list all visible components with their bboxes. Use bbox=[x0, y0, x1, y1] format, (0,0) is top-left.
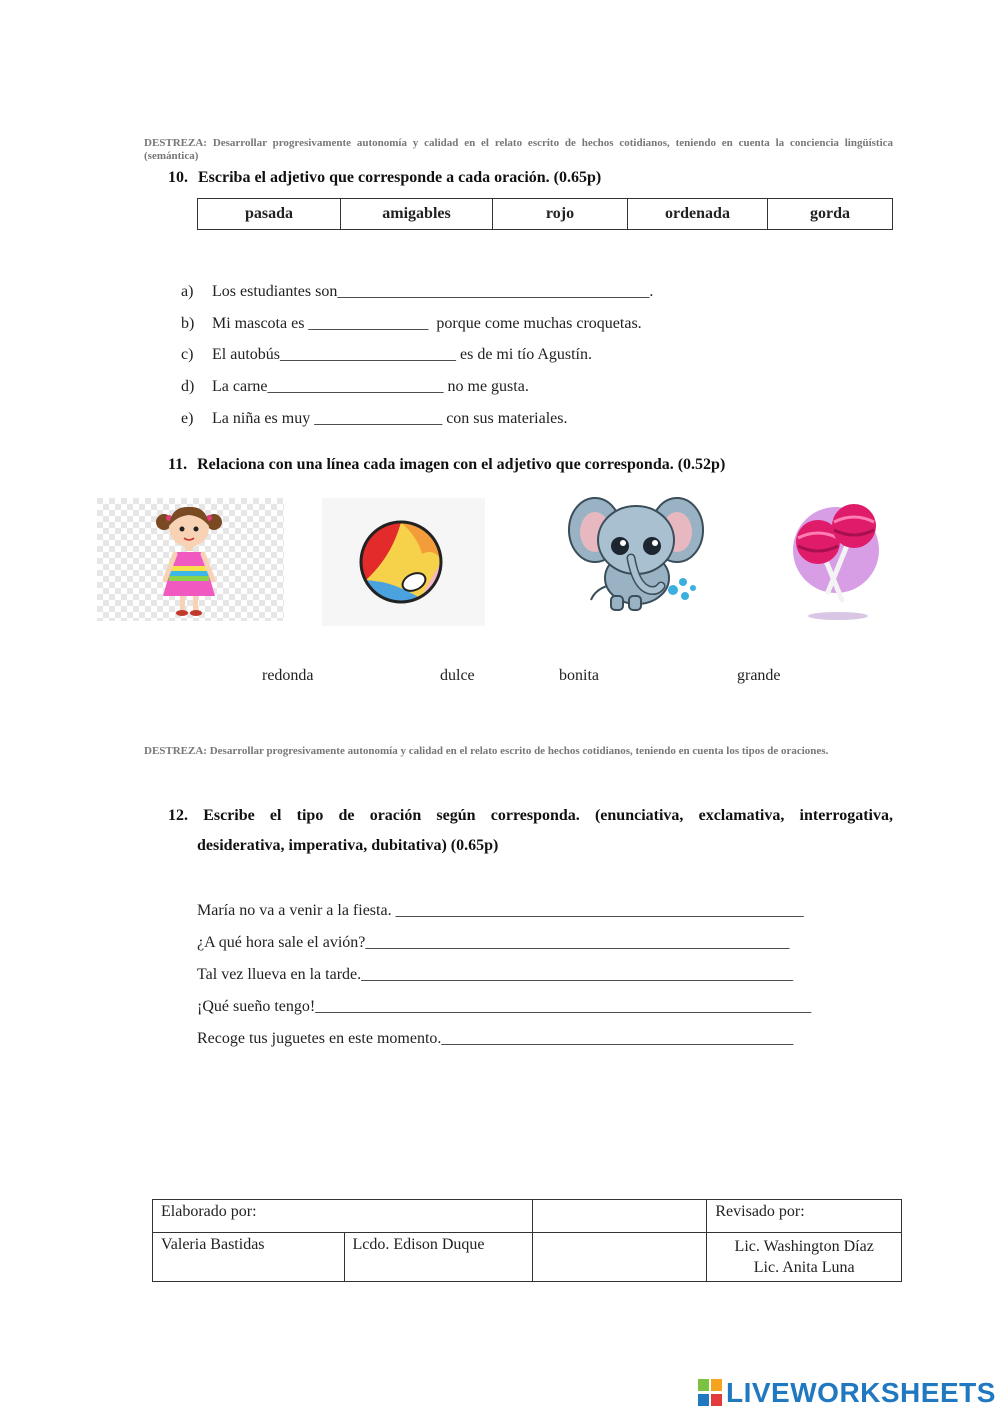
question-text: Escriba el adjetivo que corresponde a cada oración. (0.65p) bbox=[198, 169, 602, 186]
word-bank-item: pasada bbox=[198, 199, 341, 230]
item-letter: d) bbox=[181, 378, 195, 395]
question-number: 11. bbox=[168, 456, 188, 473]
elephant-image[interactable] bbox=[565, 490, 705, 616]
item-text: Los estudiantes son_______________________________________. bbox=[212, 283, 654, 300]
sentence-line-5[interactable]: Recoge tus juguetes en este momento.____________________________________________ bbox=[197, 1030, 794, 1047]
author-2: Lcdo. Edison Duque bbox=[344, 1233, 532, 1282]
question-number: 12. bbox=[168, 807, 188, 824]
word-bank-item: rojo bbox=[493, 199, 628, 230]
match-word-redonda[interactable]: redonda bbox=[262, 667, 314, 684]
match-word-bonita[interactable]: bonita bbox=[559, 667, 599, 684]
sentence-line-3[interactable]: Tal vez llueva en la tarde.______________________________________________________ bbox=[197, 966, 794, 983]
item-letter: b) bbox=[181, 315, 195, 332]
item-text: La carne______________________ no me gusta. bbox=[212, 378, 529, 395]
exercise-line-e[interactable] bbox=[173, 392, 568, 428]
word-bank-item: gorda bbox=[768, 199, 893, 230]
question-text: Relaciona con una línea cada imagen con el adjetivo que corresponda. (0.52p) bbox=[197, 456, 726, 473]
item-text: El autobús______________________ es de mi tío Agustín. bbox=[212, 346, 592, 363]
question-11-title bbox=[168, 456, 725, 474]
liveworksheets-logo-icon bbox=[698, 1379, 724, 1407]
sentence-line-2[interactable]: ¿A qué hora sale el avión?_____________________________________________________ bbox=[197, 934, 790, 951]
match-word-dulce[interactable]: dulce bbox=[440, 667, 475, 684]
author-1: Valeria Bastidas bbox=[153, 1233, 345, 1282]
destreza-text: Desarrollar progresivamente autonomía y calidad en el relato escrito de hechos cotidianos, teniendo en cuenta los tipos de oraciones. bbox=[209, 745, 829, 757]
destreza-label: DESTREZA: bbox=[144, 137, 207, 149]
item-text: La niña es muy ________________ con sus materiales. bbox=[212, 410, 568, 427]
sentence-line-4[interactable]: ¡Qué sueño tengo!______________________________________________________________ bbox=[197, 998, 812, 1015]
item-letter: a) bbox=[181, 283, 194, 300]
question-12-title bbox=[168, 807, 893, 855]
reviewer-1: Lic. Washington Díaz bbox=[734, 1238, 874, 1255]
word-bank-item: ordenada bbox=[628, 199, 768, 230]
exercise-line-a[interactable] bbox=[173, 265, 653, 301]
question-number: 10. bbox=[168, 169, 188, 186]
destreza-label: DESTREZA: bbox=[144, 745, 207, 757]
adjective-word-bank bbox=[197, 198, 893, 230]
liveworksheets-logo[interactable] bbox=[698, 1377, 996, 1409]
signature-table bbox=[152, 1199, 902, 1282]
match-word-grande[interactable]: grande bbox=[737, 667, 781, 684]
exercise-line-c[interactable] bbox=[173, 328, 592, 364]
exercise-line-d[interactable] bbox=[173, 360, 529, 396]
lollipops-image[interactable] bbox=[784, 498, 888, 624]
elaborado-label: Elaborado por: bbox=[153, 1200, 533, 1233]
word-bank-item: amigables bbox=[341, 199, 493, 230]
item-text: Mi mascota es _______________ porque come muchas croquetas. bbox=[212, 315, 642, 332]
destreza-1 bbox=[144, 137, 893, 163]
item-letter: c) bbox=[181, 346, 194, 363]
girl-image[interactable] bbox=[97, 498, 284, 621]
ball-image[interactable] bbox=[322, 498, 485, 626]
reviewer-2: Lic. Anita Luna bbox=[753, 1259, 855, 1276]
revisado-label: Revisado por: bbox=[707, 1200, 902, 1233]
reviewers bbox=[707, 1233, 902, 1282]
empty-cell bbox=[533, 1233, 707, 1282]
sentence-line-1[interactable]: María no va a venir a la fiesta. ___________________________________________________ bbox=[197, 902, 804, 919]
empty-cell bbox=[533, 1200, 707, 1233]
question-text-line-2: desiderativa, imperativa, dubitativa) (0.65p) bbox=[197, 837, 499, 854]
item-letter: e) bbox=[181, 410, 194, 427]
question-10-title bbox=[168, 169, 601, 187]
destreza-2 bbox=[144, 745, 893, 758]
question-text-line-1: Escribe el tipo de oración según corresponda. (enunciativa, exclamativa, interrogativa, bbox=[203, 807, 893, 824]
liveworksheets-logo-text: LIVEWORKSHEETS bbox=[726, 1377, 996, 1408]
destreza-text: Desarrollar progresivamente autonomía y calidad en el relato escrito de hechos cotidianos, teniendo en cuenta la conciencia lingüística (semántica) bbox=[144, 137, 894, 162]
